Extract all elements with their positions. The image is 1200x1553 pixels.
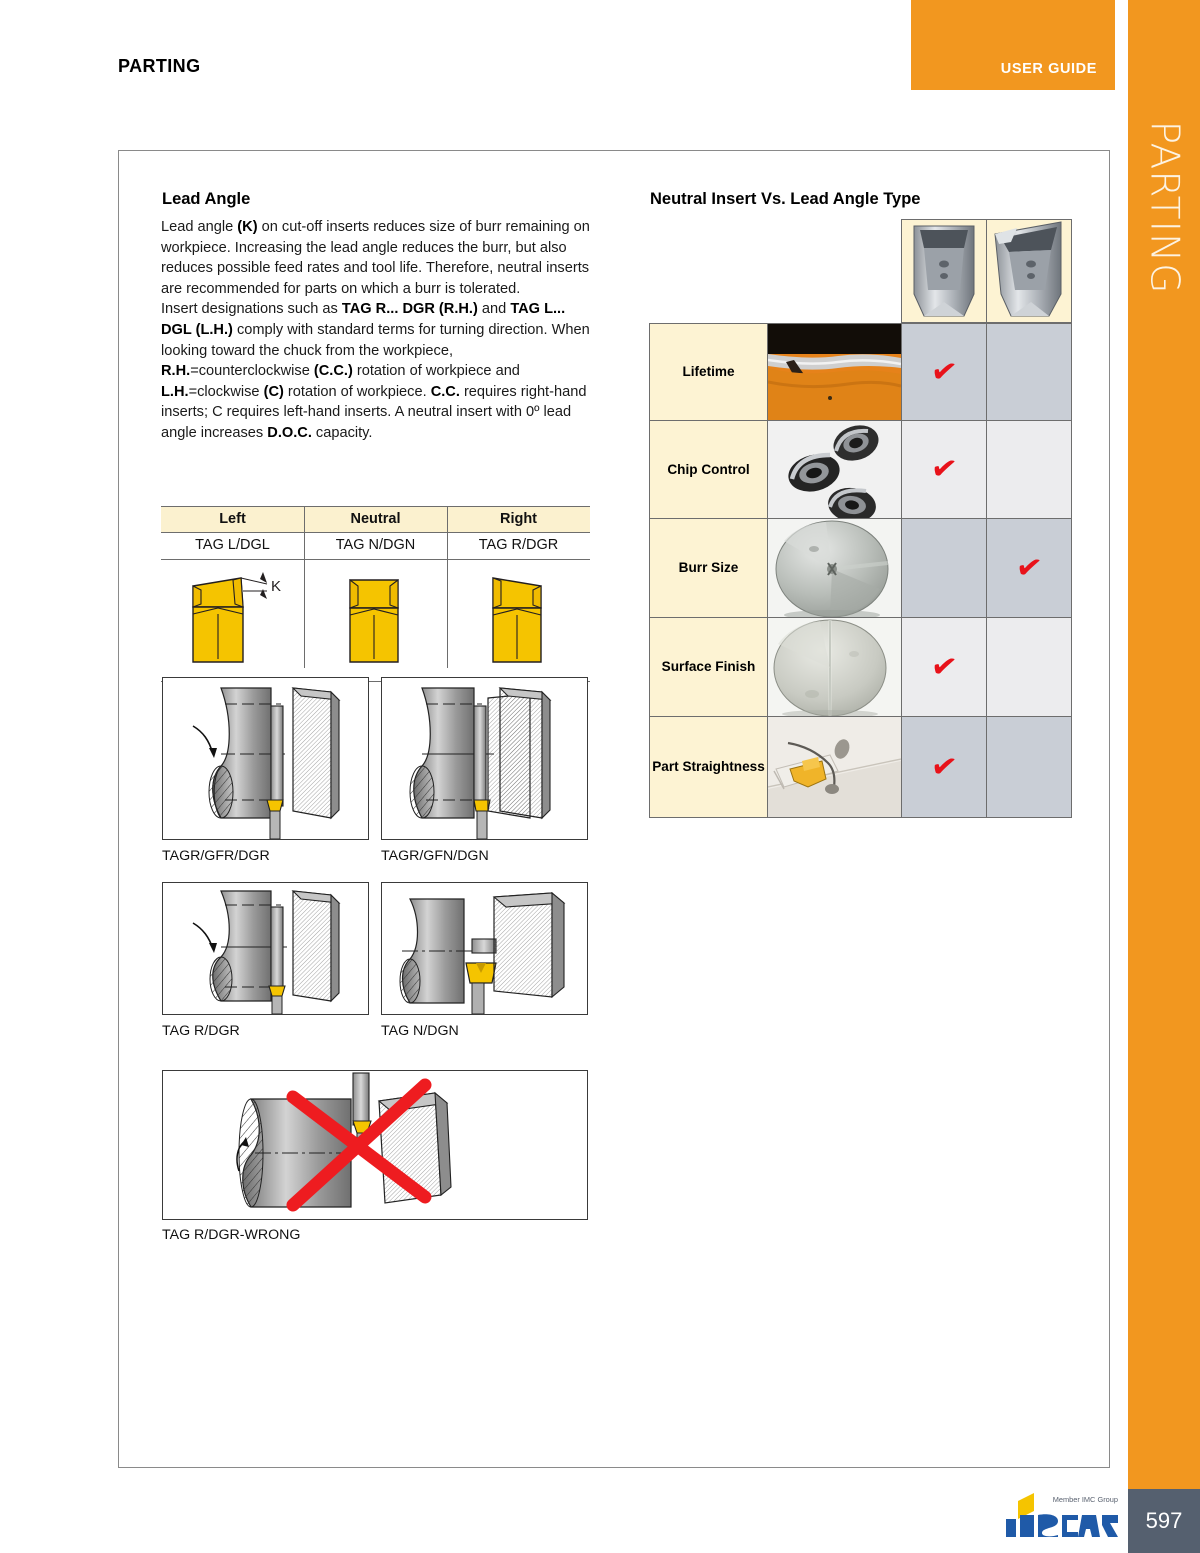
check-lifetime-neutral bbox=[901, 323, 987, 421]
iscar-logo bbox=[1000, 1489, 1120, 1549]
page-section-title: PARTING bbox=[118, 56, 201, 76]
check-icon: ✔ bbox=[928, 646, 960, 687]
insert-table-divider-1 bbox=[304, 506, 305, 668]
parted-face-finish-photo-icon bbox=[768, 618, 901, 716]
neutral-insert-icon bbox=[316, 564, 436, 672]
lead-angle-insert-photo-icon bbox=[987, 220, 1071, 322]
row-image-burr-size bbox=[767, 518, 902, 618]
insert-type-table bbox=[161, 506, 590, 682]
angle-k-label: K bbox=[270, 578, 281, 595]
check-icon: ✔ bbox=[928, 351, 960, 392]
diagram-box-2 bbox=[381, 677, 588, 840]
row-image-lifetime bbox=[767, 323, 902, 421]
insert-code-neutral: TAG N/DGN bbox=[304, 533, 447, 560]
check-surface-finish-lead-angle bbox=[986, 617, 1072, 717]
insert-table-divider-2 bbox=[447, 506, 448, 668]
side-tab-label: PARTING bbox=[1141, 120, 1187, 295]
insert-header-left: Left bbox=[161, 507, 304, 533]
row-image-surface-finish bbox=[767, 617, 902, 717]
insert-illustration-right bbox=[447, 560, 590, 682]
diagram-box-1 bbox=[162, 677, 369, 840]
row-label-lifetime: Lifetime bbox=[649, 323, 768, 421]
page-number-box bbox=[1128, 1489, 1200, 1553]
insert-code-right: TAG R/DGR bbox=[447, 533, 590, 560]
row-label-surface-finish: Surface Finish bbox=[649, 617, 768, 717]
comparison-table-heading: Neutral Insert Vs. Lead Angle Type bbox=[650, 190, 921, 208]
insert-table-code-row bbox=[161, 533, 590, 560]
column-header-neutral-insert bbox=[901, 219, 987, 323]
insert-illustration-neutral bbox=[304, 560, 447, 682]
check-burr-size-neutral bbox=[901, 518, 987, 618]
row-label-part-straightness bbox=[649, 716, 768, 818]
check-burr-size-lead-angle bbox=[986, 518, 1072, 618]
side-tab-parting bbox=[1128, 0, 1200, 1489]
row-label-part-straightness-text: Part Straightness bbox=[652, 759, 765, 774]
insert-table-image-row bbox=[161, 560, 590, 682]
insert-code-left: TAG L/DGL bbox=[161, 533, 304, 560]
insert-table-header-row bbox=[161, 507, 590, 533]
user-guide-banner bbox=[911, 0, 1115, 90]
worn-insert-edge-photo-icon bbox=[768, 324, 901, 420]
diagram-box-4 bbox=[381, 882, 588, 1015]
lead-angle-paragraph: Lead angle (K) on cut-off inserts reduces size of burr remaining on workpiece. Increasing the lead angle reduces the burr, but also reduces possible feed rates and tool life. Therefore, neutral inserts are recommended for parts on which a burr is tolerated. Insert designations such as TAG R... DGR (R.H.) and TAG L... DGL (L.H.) comply with standard terms for turning direction. When looking toward the chuck from the workpiece, R.H.=counterclockwise (C.C.) rotation of workpiece and L.H.=clockwise (C) rotation of workpiece. C.C. requires right-hand inserts; C requires left-hand inserts. A neutral insert with 0º lead angle increases D.O.C. capacity. bbox=[161, 219, 590, 441]
insert-header-right: Right bbox=[447, 507, 590, 533]
right-insert-icon bbox=[459, 564, 579, 672]
diagram-caption-5: TAG R/DGR-WRONG bbox=[162, 1227, 301, 1243]
insert-header-neutral: Neutral bbox=[304, 507, 447, 533]
row-image-part-straightness bbox=[767, 716, 902, 818]
diagram-caption-1: TAGR/GFR/DGR bbox=[162, 848, 270, 864]
check-lifetime-lead-angle bbox=[986, 323, 1072, 421]
check-icon: ✔ bbox=[928, 746, 960, 787]
iscar-logo-tagline: Member IMC Group bbox=[1052, 1495, 1118, 1504]
insert-illustration-left bbox=[161, 560, 304, 682]
user-guide-label: USER GUIDE bbox=[1000, 61, 1097, 77]
row-label-chip-control: Chip Control bbox=[649, 420, 768, 519]
page-number: 597 bbox=[1145, 1508, 1183, 1533]
diagram-box-5 bbox=[162, 1070, 588, 1220]
check-part-straightness-lead-angle bbox=[986, 716, 1072, 818]
diagram-caption-3: TAG R/DGR bbox=[162, 1023, 240, 1039]
check-icon: ✔ bbox=[928, 449, 960, 489]
diagram-tag-r-dgr bbox=[163, 883, 368, 1014]
diagram-tagr-gfn-dgn bbox=[382, 678, 587, 839]
check-chip-control-lead-angle bbox=[986, 420, 1072, 519]
diagram-tag-n-dgn bbox=[382, 883, 587, 1014]
column-header-lead-angle-insert bbox=[986, 219, 1072, 323]
neutral-insert-photo-icon bbox=[902, 220, 986, 322]
check-surface-finish-neutral bbox=[901, 617, 987, 717]
diagram-box-3 bbox=[162, 882, 369, 1015]
diagram-tag-r-dgr-wrong bbox=[163, 1071, 587, 1219]
part-on-bench-photo-icon bbox=[768, 717, 901, 817]
check-chip-control-neutral bbox=[901, 420, 987, 519]
check-icon: ✔ bbox=[1013, 547, 1045, 588]
parted-face-burr-photo-icon bbox=[768, 519, 901, 617]
curled-chips-photo-icon bbox=[768, 421, 901, 518]
check-part-straightness-neutral bbox=[901, 716, 987, 818]
row-label-burr-size: Burr Size bbox=[649, 518, 768, 618]
row-image-chip-control bbox=[767, 420, 902, 519]
lead-angle-heading: Lead Angle bbox=[162, 190, 251, 208]
diagram-caption-4: TAG N/DGN bbox=[381, 1023, 459, 1039]
left-insert-icon bbox=[163, 564, 303, 672]
diagram-caption-2: TAGR/GFN/DGN bbox=[381, 848, 489, 864]
diagram-tagr-gfr-dgr bbox=[163, 678, 368, 839]
